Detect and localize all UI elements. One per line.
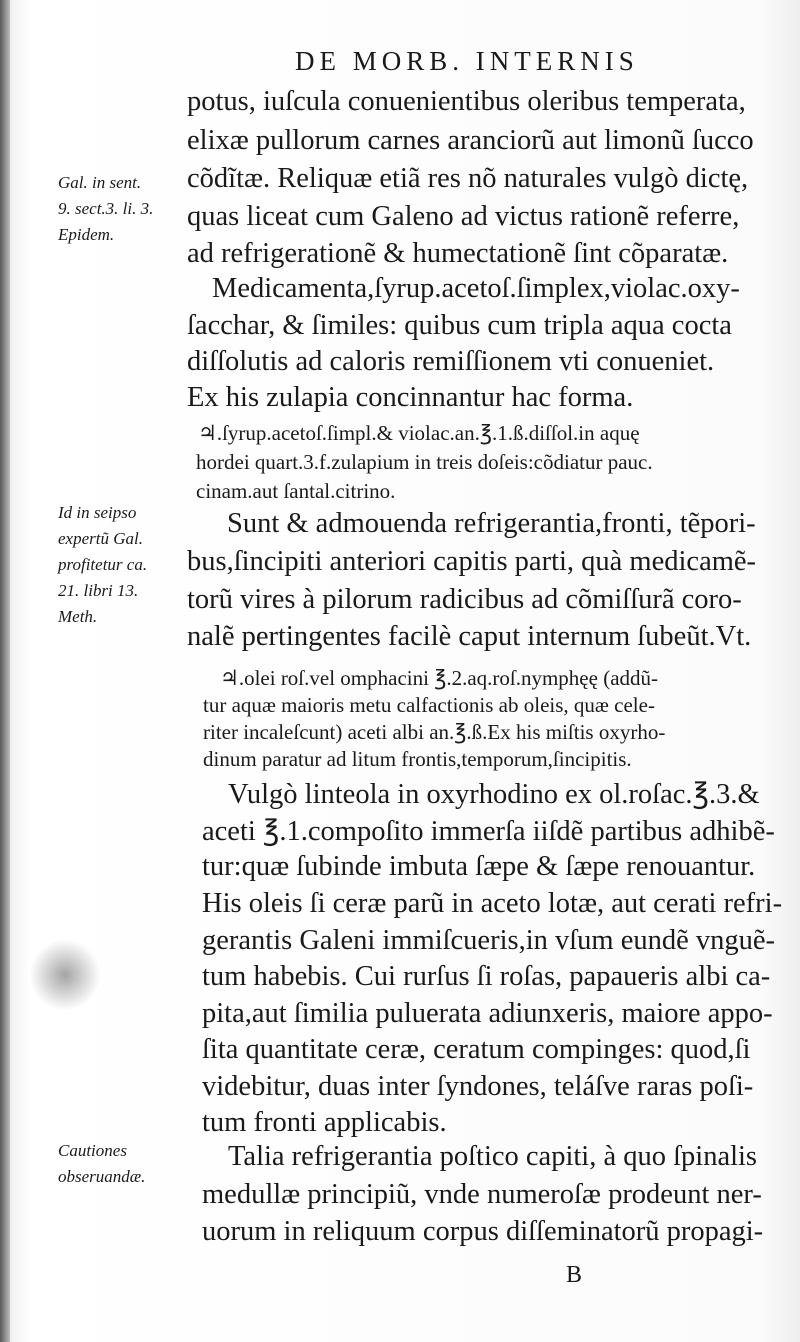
text-line: Sunt & admouenda refrigerantia,fronti, tẽpori- [227, 508, 756, 539]
text-line: diſſolutis ad caloris remiſſionem vti conueniet. [187, 346, 715, 377]
margin-note-seipso [58, 500, 188, 630]
text-line: Medicamenta,ſyrup.acetoſ.ſimplex,violac.oxy- [212, 273, 740, 304]
text-line: cõdĩtæ. Reliquæ etiã res nõ naturales vulgò dictę, [187, 163, 749, 194]
running-head: DE MORB. INTERNIS [295, 46, 639, 76]
margin-note-line: 9. sect.3. li. 3. [58, 199, 154, 218]
recipe-line: riter incaleſcunt) aceti albi an.℥.ß.Ex his miſtis oxyrho- [203, 720, 666, 744]
text-line: aceti ℥.1.compoſito immerſa iiſdẽ partibus adhibẽ- [202, 816, 775, 847]
recipe-line: dinum paratur ad litum frontis,temporum,ſincipitis. [203, 747, 632, 771]
text-line: gerantis Galeni immiſcueris,in vſum eundẽ vnguẽ- [202, 925, 776, 956]
text-line: nalẽ pertingentes facilè caput internum ſubeũt.Vt. [187, 621, 752, 652]
ink-smudge [30, 940, 100, 1010]
book-spine-shadow [0, 0, 10, 1342]
text-line: Talia refrigerantia poſtico capiti, à quo ſpinalis [228, 1141, 758, 1172]
margin-note-line: Id in seipso [58, 503, 137, 522]
margin-note-line: Gal. in sent. [58, 173, 142, 192]
margin-note-line: 21. libri 13. [58, 581, 139, 600]
margin-note-line: profitetur ca. [58, 555, 148, 574]
recipe-line: cinam.aut ſantal.citrino. [196, 479, 396, 503]
recipe-line: tur aquæ maioris metu calfactionis ab oleis, quæ cele- [203, 693, 655, 717]
recipe-line: ♃.olei roſ.vel omphacini ℥.2.aq.roſ.nymphęę (addũ- [220, 666, 659, 690]
text-line: tum habebis. Cui rurſus ſi roſas, papaueris albi ca- [202, 961, 771, 992]
margin-note-line: obseruandæ. [58, 1167, 146, 1186]
text-line: pita,aut ſimilia puluerata adiunxeris, maiore appo- [202, 998, 773, 1029]
text-line: uorum in reliquum corpus diſſeminatorũ propagi- [202, 1216, 764, 1247]
text-line: torũ vires à pilorum radicibus ad cõmiſſurã coro- [187, 584, 742, 615]
margin-note-line: Meth. [58, 607, 98, 626]
text-line: Ex his zulapia concinnantur hac forma. [187, 382, 634, 413]
text-line: tum fronti applicabis. [202, 1107, 447, 1138]
text-line: ſacchar, & ſimiles: quibus cum tripla aqua cocta [187, 310, 732, 341]
signature-mark: B [566, 1262, 583, 1288]
text-line: His oleis ſi ceræ parũ in aceto lotæ, aut cerati refri- [202, 888, 783, 919]
text-line: ad refrigerationẽ & humectationẽ ſint cõparatæ. [187, 238, 729, 269]
margin-note-line: Epidem. [58, 225, 115, 244]
text-line: tur:quæ ſubinde imbuta ſæpe & ſæpe renouantur. [202, 851, 756, 882]
text-line: bus,ſincipiti anteriori capitis parti, quà medicamẽ- [187, 546, 757, 577]
text-line: Vulgò linteola in oxyrhodino ex ol.roſac.℥.3.& [228, 779, 760, 810]
text-line: videbitur, duas inter ſyndones, teláſve raras poſi- [202, 1071, 754, 1102]
recipe-line: hordei quart.3.f.zulapium in treis doſeis:cõdiatur pauc. [196, 450, 653, 474]
recipe-line: ♃.ſyrup.acetoſ.ſimpl.& violac.an.℥.1.ß.diſſol.in aquę [198, 421, 640, 445]
text-line: medullæ principiũ, vnde numeroſæ prodeunt ner- [202, 1179, 762, 1210]
margin-note-line: Cautiones [58, 1141, 127, 1160]
text-line: potus, iuſcula conuenientibus oleribus temperata, [187, 86, 746, 117]
margin-note-galen [58, 170, 188, 248]
text-line: ſita quantitate ceræ, ceratum compinges: quod,ſi [202, 1034, 751, 1065]
margin-note-cautiones [58, 1138, 188, 1190]
text-line: quas liceat cum Galeno ad victus rationẽ referre, [187, 201, 740, 232]
margin-note-line: expertũ Gal. [58, 529, 143, 548]
text-line: elixæ pullorum carnes aranciorũ aut limonũ ſucco [187, 125, 754, 156]
